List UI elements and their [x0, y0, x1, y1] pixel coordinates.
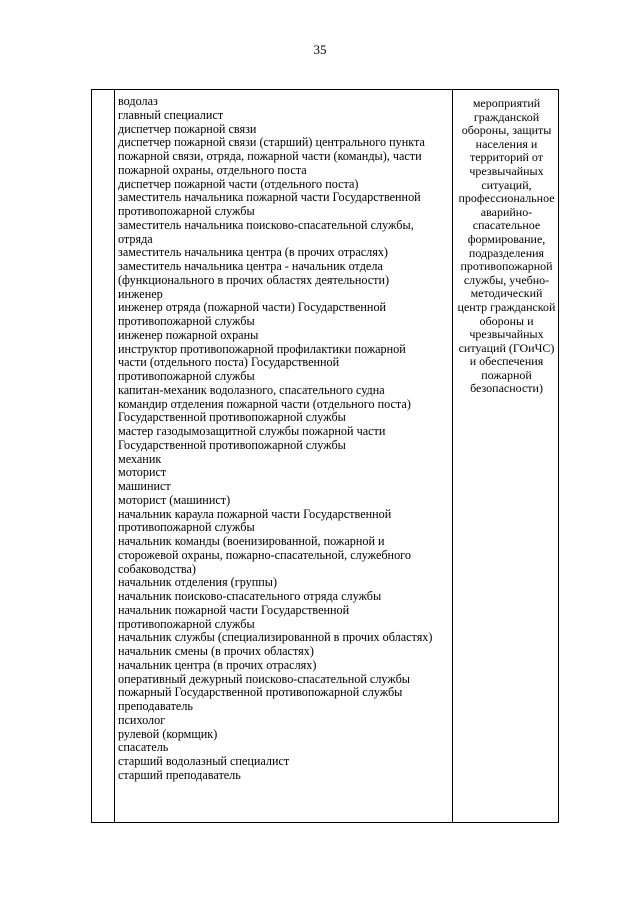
position-line: Государственной противопожарной службы [118, 437, 346, 452]
position-line: оперативный дежурный поисково-спасательной службы [118, 671, 410, 686]
activity-area-line: пожарной [481, 367, 532, 382]
position-line: начальник команды (военизированной, пожарной и [118, 534, 385, 548]
activity-area-line: спасательное [472, 218, 541, 233]
position-line: Государственной противопожарной службы [118, 410, 346, 425]
position-line: части (отдельного поста) Государственной [118, 355, 340, 370]
position-line: мастер газодымозащитной службы пожарной части [118, 424, 386, 438]
position-line: старший водолазный специалист [118, 754, 290, 768]
page-number: 35 [313, 42, 327, 57]
position-line: рулевой (кормщик) [118, 726, 218, 741]
activity-area-line: территорий от [469, 150, 543, 165]
activity-area-line: обороны, защиты [461, 123, 552, 138]
activity-area-line: обороны и [479, 313, 534, 328]
position-line: заместитель начальника центра - начальник отдела [118, 259, 383, 273]
position-line: противопожарной службы [118, 314, 255, 328]
position-line: преподаватель [118, 699, 193, 713]
position-line: начальник караула пожарной части Государственной [118, 506, 392, 521]
position-line: противопожарной службы [118, 204, 255, 218]
activity-area-line: методический [470, 286, 543, 301]
position-line: старший преподаватель [118, 767, 241, 782]
activity-area-line: чрезвычайных [469, 163, 544, 178]
positions-table [91, 89, 559, 823]
activity-area-line: подразделения [468, 245, 545, 260]
activity-area-line: безопасности) [470, 381, 543, 396]
column-divider-left [114, 90, 115, 822]
activity-area-line: службы, учебно- [463, 272, 550, 287]
position-line: начальник пожарной части Государственной [118, 602, 350, 617]
position-line: водолаз [118, 94, 158, 108]
position-line: пожарной охраны, отдельного поста [118, 162, 307, 177]
activity-area-line: ситуаций, [481, 177, 532, 192]
position-line: сторожевой охраны, пожарно-спасательной, служебного [118, 547, 411, 562]
activity-area-line: аварийно- [480, 204, 533, 219]
position-line: инструктор противопожарной профилактики пожарной [118, 341, 406, 356]
position-line: моторист (машинист) [118, 492, 231, 507]
activity-area-line: формирование, [467, 231, 546, 246]
position-line: начальник службы (специализированной в прочих областях) [118, 630, 433, 645]
position-line: механик [118, 451, 162, 466]
activity-area-line: гражданской [473, 109, 540, 124]
position-line: начальник поисково-спасательного отряда службы [118, 589, 382, 603]
position-line: (функционального в прочих областях деятельности) [118, 272, 390, 287]
activity-area-column [454, 97, 559, 396]
activity-area-line: мероприятий [472, 96, 541, 110]
activity-area-line: профессиональное [458, 191, 555, 206]
activity-area-line: центр гражданской [457, 299, 556, 314]
position-line: заместитель начальника поисково-спасательной службы, [118, 217, 414, 232]
activity-area-line: населения и [475, 136, 538, 151]
position-line: командир отделения пожарной части (отдельного поста) [118, 396, 411, 411]
activity-area-line: чрезвычайных [469, 327, 544, 342]
position-line: заместитель начальника пожарной части Государственной [118, 190, 421, 205]
position-line: спасатель [118, 740, 169, 755]
position-line: начальник отделения (группы) [118, 575, 278, 590]
position-line: моторист [118, 465, 167, 480]
activity-area-line: противопожарной [460, 259, 553, 274]
position-line: капитан-механик водолазного, спасательного судна [118, 382, 385, 397]
position-line: инженер [118, 286, 163, 301]
position-line: заместитель начальника центра (в прочих отраслях) [118, 245, 388, 260]
positions-column [118, 95, 458, 783]
position-line: начальник центра (в прочих отраслях) [118, 657, 317, 672]
position-line: противопожарной службы [118, 369, 255, 383]
position-line: собаководства) [118, 561, 196, 576]
position-line: отряда [118, 231, 153, 246]
position-line: диспетчер пожарной связи (старший) центрального пункта [118, 135, 425, 150]
position-line: диспетчер пожарной части (отдельного поста) [118, 176, 359, 191]
position-line: начальник смены (в прочих областях) [118, 644, 314, 658]
position-line: инженер пожарной охраны [118, 327, 259, 342]
position-line: главный специалист [118, 107, 224, 122]
position-line: инженер отряда (пожарной части) Государственной [118, 300, 387, 315]
activity-area-line: ситуаций (ГОиЧС) [458, 340, 555, 355]
position-line: диспетчер пожарной связи [118, 121, 257, 136]
activity-area-line: и обеспечения [469, 354, 544, 369]
position-line: психолог [118, 712, 166, 727]
position-line: противопожарной службы [118, 520, 255, 535]
position-line: пожарный Государственной противопожарной службы [118, 685, 403, 700]
position-line: машинист [118, 479, 171, 493]
position-line: пожарной связи, отряда, пожарной части (команды), части [118, 149, 422, 163]
position-line: противопожарной службы [118, 616, 255, 631]
